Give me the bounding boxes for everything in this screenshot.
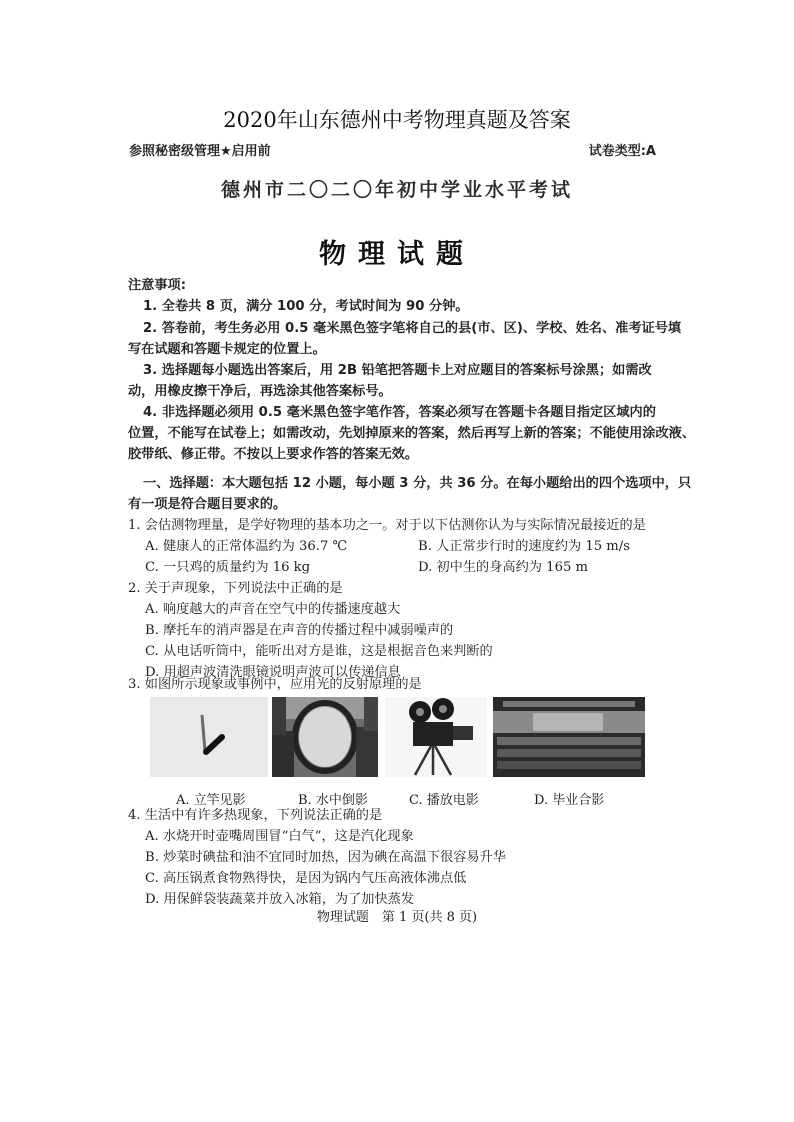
paper-type-label: 试卷类型:A [588,144,656,159]
exam-name: 德州市二〇二〇年初中学业水平考试 [220,179,573,201]
notice-line: 3. 选择题每小题选出答案后，用 2B 铅笔把答题卡上对应题目的答案标号涂黑；如需改 [143,363,652,378]
notice-heading: 注意事项: [128,278,187,293]
notice-line: 2. 答卷前，考生务必用 0.5 毫米黑色签字笔将自己的县(市、区)、学校、姓名、准考证号填 [143,321,682,336]
page-footer: 物理试题 第 1 页(共 8 页) [316,910,478,925]
q3-caption-d: D. 毕业合影 [534,793,605,808]
q3-caption-b: B. 水中倒影 [298,793,368,808]
q1-option-d: D. 初中生的身高约为 165 m [418,560,589,575]
document-title: 2020年山东德州中考物理真题及答案 [223,108,571,132]
q1-stem: 1. 会估测物理量，是学好物理的基本功之一。对于以下估测你认为与实际情况最接近的是 [128,518,646,533]
notice-line: 4. 非选择题必须用 0.5 毫米黑色签字笔作答，答案必须写在答题卡各题目指定区域内的 [143,405,656,420]
q4-stem: 4. 生活中有许多热现象，下列说法正确的是 [128,808,383,823]
subject-title: 物理试题 [319,239,475,270]
q4-option-c: C. 高压锅煮食物熟得快，是因为锅内气压高液体沸点低 [145,871,467,886]
notice-line: 写在试题和答题卡规定的位置上。 [128,342,326,357]
bridge-reflection-photo [272,697,378,777]
q2-option-c: C. 从电话听筒中，能听出对方是谁，这是根据音色来判断的 [145,644,493,659]
q3-stem: 3. 如图所示现象或事例中，应用光的反射原理的是 [128,677,422,692]
notice-line: 位置，不能写在试卷上；如需改动，先划掉原来的答案，然后再写上新的答案；不能使用涂改液、 [128,426,696,441]
film-projector-photo [385,697,487,777]
q2-option-a: A. 响度越大的声音在空气中的传播速度越大 [145,602,401,617]
q2-option-d: D. 用超声波清洗眼镜说明声波可以传递信息 [145,665,401,680]
notice-line: 胶带纸、修正带。不按以上要求作答的答案无效。 [128,447,419,462]
section-heading: 一、选择题：本大题包括 12 小题，每小题 3 分，共 36 分。在每小题给出的四个选项中，只 [143,476,692,491]
notice-line: 动，用橡皮擦干净后，再选涂其他答案标号。 [128,384,392,399]
security-label: 参照秘密级管理★启用前 [129,144,271,159]
q1-option-b: B. 人正常步行时的速度约为 15 m/s [418,539,631,554]
notice-line: 1. 全卷共 8 页，满分 100 分，考试时间为 90 分钟。 [143,299,469,314]
q2-stem: 2. 关于声现象，下列说法中正确的是 [128,581,343,596]
q1-option-a: A. 健康人的正常体温约为 36.7 ℃ [145,539,348,554]
section-heading-cont: 有一项是符合题目要求的。 [128,497,287,512]
q3-caption-a: A. 立竿见影 [176,793,246,808]
pole-shadow-photo [150,697,268,777]
q2-option-b: B. 摩托车的消声器是在声音的传播过程中减弱噪声的 [145,623,454,638]
q4-option-d: D. 用保鲜袋装蔬菜并放入冰箱，为了加快蒸发 [145,892,415,907]
q3-caption-c: C. 播放电影 [409,793,479,808]
q4-option-b: B. 炒菜时碘盐和油不宜同时加热，因为碘在高温下很容易升华 [145,850,506,865]
q4-option-a: A. 水烧开时壶嘴周围冒“白气”，这是汽化现象 [145,829,414,844]
graduation-group-photo [493,697,645,777]
q1-option-c: C. 一只鸡的质量约为 16 kg [145,560,311,575]
